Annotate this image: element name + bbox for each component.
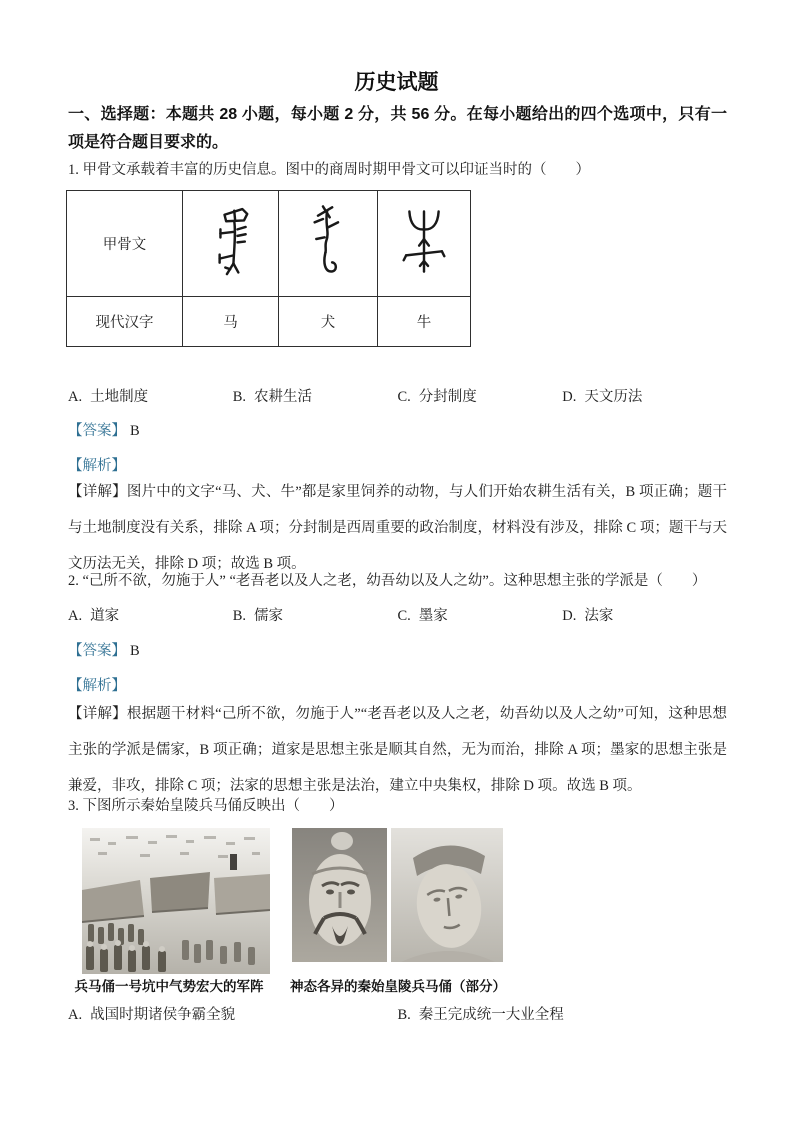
oracle-ox-glyph-cell <box>378 191 471 297</box>
q1-option-a: A. 土地制度 <box>68 389 149 405</box>
q3-option-b: B. 秦王完成统一大业全程 <box>397 1007 564 1023</box>
question-1-options <box>68 388 727 407</box>
oracle-dog-icon <box>306 204 350 284</box>
question-1-answer-line <box>68 422 140 441</box>
terracotta-head-photo-2 <box>391 828 503 962</box>
modern-char-horse: 马 <box>183 297 279 347</box>
head-photos-caption: 神态各异的秦始皇陵兵马俑（部分） <box>290 979 506 994</box>
pit-photo-caption: 兵马俑一号坑中气势宏大的军阵 <box>74 979 264 994</box>
answer-value: B <box>130 643 140 659</box>
modern-char-ox: 牛 <box>378 297 471 347</box>
detail-label: 【详解】 <box>68 484 127 500</box>
oracle-dog-glyph-cell <box>279 191 378 297</box>
question-3-options <box>68 1006 727 1025</box>
analysis-label: 【解析】 <box>68 678 126 694</box>
question-1-detail: 【详解】图片中的文字“马、犬、牛”都是家里饲养的动物，与人们开始农耕生活有关，B 项正确；题干与土地制度没有关系，排除 A 项；分封制是西周重要的政治制度，材料没有涉及，排除 C 项；题干与天文历法无关，排除 D 项；故选 B 项。 <box>68 484 728 572</box>
section-header: 一、选择题：本题共 28 小题，每小题 2 分，共 56 分。在每小题给出的四个选项中，只有一项是符合题目要求的。 <box>68 106 727 151</box>
answer-label: 【答案】 <box>68 643 126 659</box>
terracotta-pit-photo <box>82 828 270 974</box>
q3-option-a: A. 战国时期诸侯争霸全貌 <box>68 1007 236 1023</box>
detail-label: 【详解】 <box>68 706 127 722</box>
answer-label: 【答案】 <box>68 423 126 439</box>
q2-option-c: C. 墨家 <box>397 608 448 624</box>
question-2-analysis-label <box>68 677 126 696</box>
terracotta-head-photo-1 <box>292 828 387 962</box>
table-header-oracle-script: 甲骨文 <box>67 191 183 297</box>
page-title: 历史试题 <box>354 71 439 94</box>
q1-option-b: B. 农耕生活 <box>232 389 313 405</box>
table-header-modern-chars: 现代汉字 <box>67 297 183 347</box>
oracle-horse-icon <box>205 204 257 284</box>
question-2-options <box>68 607 727 626</box>
modern-char-dog: 犬 <box>279 297 378 347</box>
q2-option-d: D. 法家 <box>562 608 614 624</box>
q1-option-d: D. 天文历法 <box>562 389 643 405</box>
question-3-stem: 3. 下图所示秦始皇陵兵马俑反映出（ ） <box>68 798 344 814</box>
q2-option-b: B. 儒家 <box>232 608 284 624</box>
q1-option-c: C. 分封制度 <box>397 389 477 405</box>
q2-option-a: A. 道家 <box>68 608 120 624</box>
oracle-bone-table <box>66 190 471 347</box>
question-1-stem: 1. 甲骨文承载着丰富的历史信息。图中的商周时期甲骨文可以印证当时的（ ） <box>68 162 590 178</box>
answer-value: B <box>130 423 140 439</box>
oracle-ox-icon <box>398 204 450 284</box>
question-2-answer-line <box>68 642 140 661</box>
question-2-stem: 2. “己所不欲，勿施于人” “老吾老以及人之老，幼吾幼以及人之幼”。这种思想主张的学派是（ ） <box>68 573 707 589</box>
oracle-horse-glyph-cell <box>183 191 279 297</box>
question-2-detail: 【详解】根据题干材料“己所不欲，勿施于人”“老吾老以及人之老，幼吾幼以及人之幼”可知，这种思想主张的学派是儒家，B 项正确；道家是思想主张是顺其自然，无为而治，排除 A 项；墨家的思想主张是兼爱，非攻，排除 C 项；法家的思想主张是法治，建立中央集权，排除 D 项。故选 B 项。 <box>68 706 727 794</box>
analysis-label: 【解析】 <box>68 458 126 474</box>
